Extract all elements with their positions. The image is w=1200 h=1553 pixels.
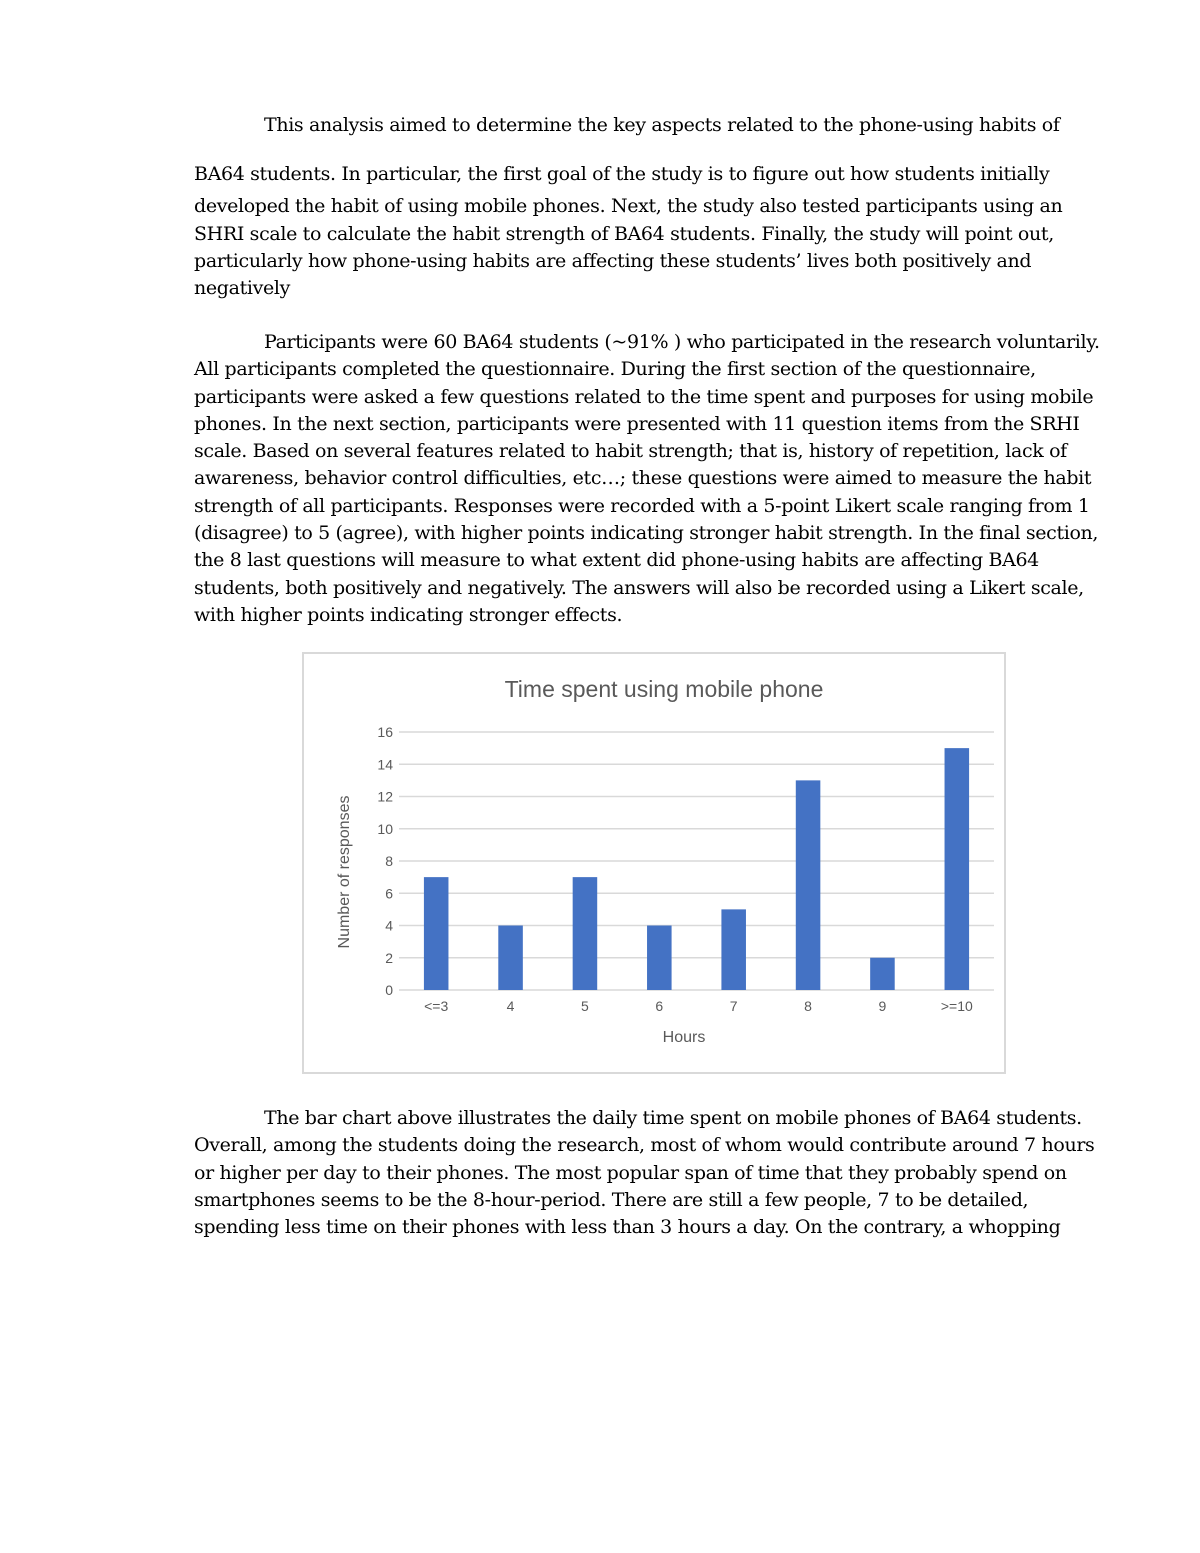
y-tick-label: 6	[385, 885, 393, 902]
text-line: Overall, among the students doing the research, most of whom would contribute around 7 hours	[194, 1134, 1095, 1157]
y-tick-label: 10	[377, 820, 393, 837]
text-line: with higher points indicating stronger effects.	[194, 603, 623, 626]
text-line: (disagree) to 5 (agree), with higher points indicating stronger habit strength. In the final section,	[194, 522, 1099, 545]
intro-paragraph-opening	[194, 112, 1174, 139]
y-tick-label: 12	[377, 788, 393, 805]
x-tick-label: <=3	[424, 998, 449, 1014]
x-tick-label: 5	[581, 998, 589, 1014]
x-tick-label: >=10	[940, 998, 973, 1014]
bar-4	[498, 926, 523, 991]
y-tick-label: 16	[377, 724, 393, 740]
y-tick-label: 2	[385, 949, 393, 966]
text-line: students, both positively and negatively. The answers will also be recorded using a Likert scale,	[194, 576, 1084, 599]
text-line: Participants were 60 BA64 students (~91% ) who participated in the research voluntarily.	[264, 331, 1100, 353]
chart-gridlines	[399, 732, 994, 990]
bar-6	[647, 926, 672, 991]
text-line: particularly how phone-using habits are affecting these students’ lives both positively and	[194, 249, 1032, 272]
text-line: BA64 students. In particular, the first goal of the study is to figure out how students initially	[194, 163, 1050, 185]
text-line: the 8 last questions will measure to what extent did phone-using habits are affecting BA64	[194, 549, 1039, 572]
x-axis-ticks	[424, 998, 973, 1014]
text-line: awareness, behavior control difficulties, etc…; these questions were aimed to measure the habit	[194, 467, 1092, 490]
x-tick-label: 4	[506, 998, 515, 1014]
bar-9	[870, 958, 895, 990]
bar-7	[721, 909, 746, 990]
text-line: This analysis aimed to determine the key aspects related to the phone-using habits of	[264, 114, 1060, 136]
y-tick-label: 8	[385, 853, 393, 869]
text-line: negatively	[194, 277, 290, 300]
text-line: scale. Based on several features related to habit strength; that is, history of repetition, lack of	[194, 440, 1067, 463]
text-line: SHRI scale to calculate the habit strength of BA64 students. Finally, the study will point out,	[194, 222, 1054, 245]
text-line: or higher per day to their phones. The most popular span of time that they probably spend on	[194, 1161, 1067, 1184]
text-line: The bar chart above illustrates the daily time spent on mobile phones of BA64 students.	[264, 1107, 1082, 1129]
participants-paragraph	[194, 329, 1104, 629]
y-axis-label: Number of responses	[336, 795, 353, 949]
x-tick-label: 9	[878, 998, 887, 1014]
bar-8	[796, 780, 821, 990]
chart-bars	[424, 748, 969, 990]
time-spent-chart	[302, 652, 1006, 1074]
x-axis-label: Hours	[662, 1029, 706, 1046]
x-tick-label: 7	[729, 998, 738, 1014]
x-tick-label: 6	[655, 998, 664, 1014]
bar-<=3	[424, 877, 449, 990]
intro-paragraph	[194, 161, 1104, 302]
text-line: phones. In the next section, participants were presented with 11 question items from the SRHI	[194, 412, 1080, 435]
x-tick-label: 8	[804, 998, 812, 1014]
text-line: spending less time on their phones with less than 3 hours a day. On the contrary, a whopping	[194, 1216, 1061, 1239]
y-tick-label: 14	[377, 756, 393, 773]
chart-title: Time spent using mobile phone	[504, 676, 824, 702]
text-line: participants were asked a few questions related to the time spent and purposes for using mobile	[194, 385, 1094, 408]
y-axis-ticks	[377, 724, 393, 998]
text-line: strength of all participants. Responses were recorded with a 5-point Likert scale ranging from 1	[194, 494, 1090, 517]
bar-5	[573, 877, 598, 990]
bar->=10	[945, 748, 970, 990]
text-line: developed the habit of using mobile phones. Next, the study also tested participants using an	[194, 195, 1063, 218]
y-tick-label: 4	[385, 917, 393, 934]
text-line: smartphones seems to be the 8-hour-period. There are still a few people, 7 to be detailed,	[194, 1188, 1029, 1211]
text-line: All participants completed the questionnaire. During the first section of the questionnaire,	[194, 358, 1036, 381]
y-tick-label: 0	[385, 982, 393, 998]
bar-chart-svg	[304, 654, 1004, 1072]
discussion-paragraph	[194, 1105, 1104, 1241]
